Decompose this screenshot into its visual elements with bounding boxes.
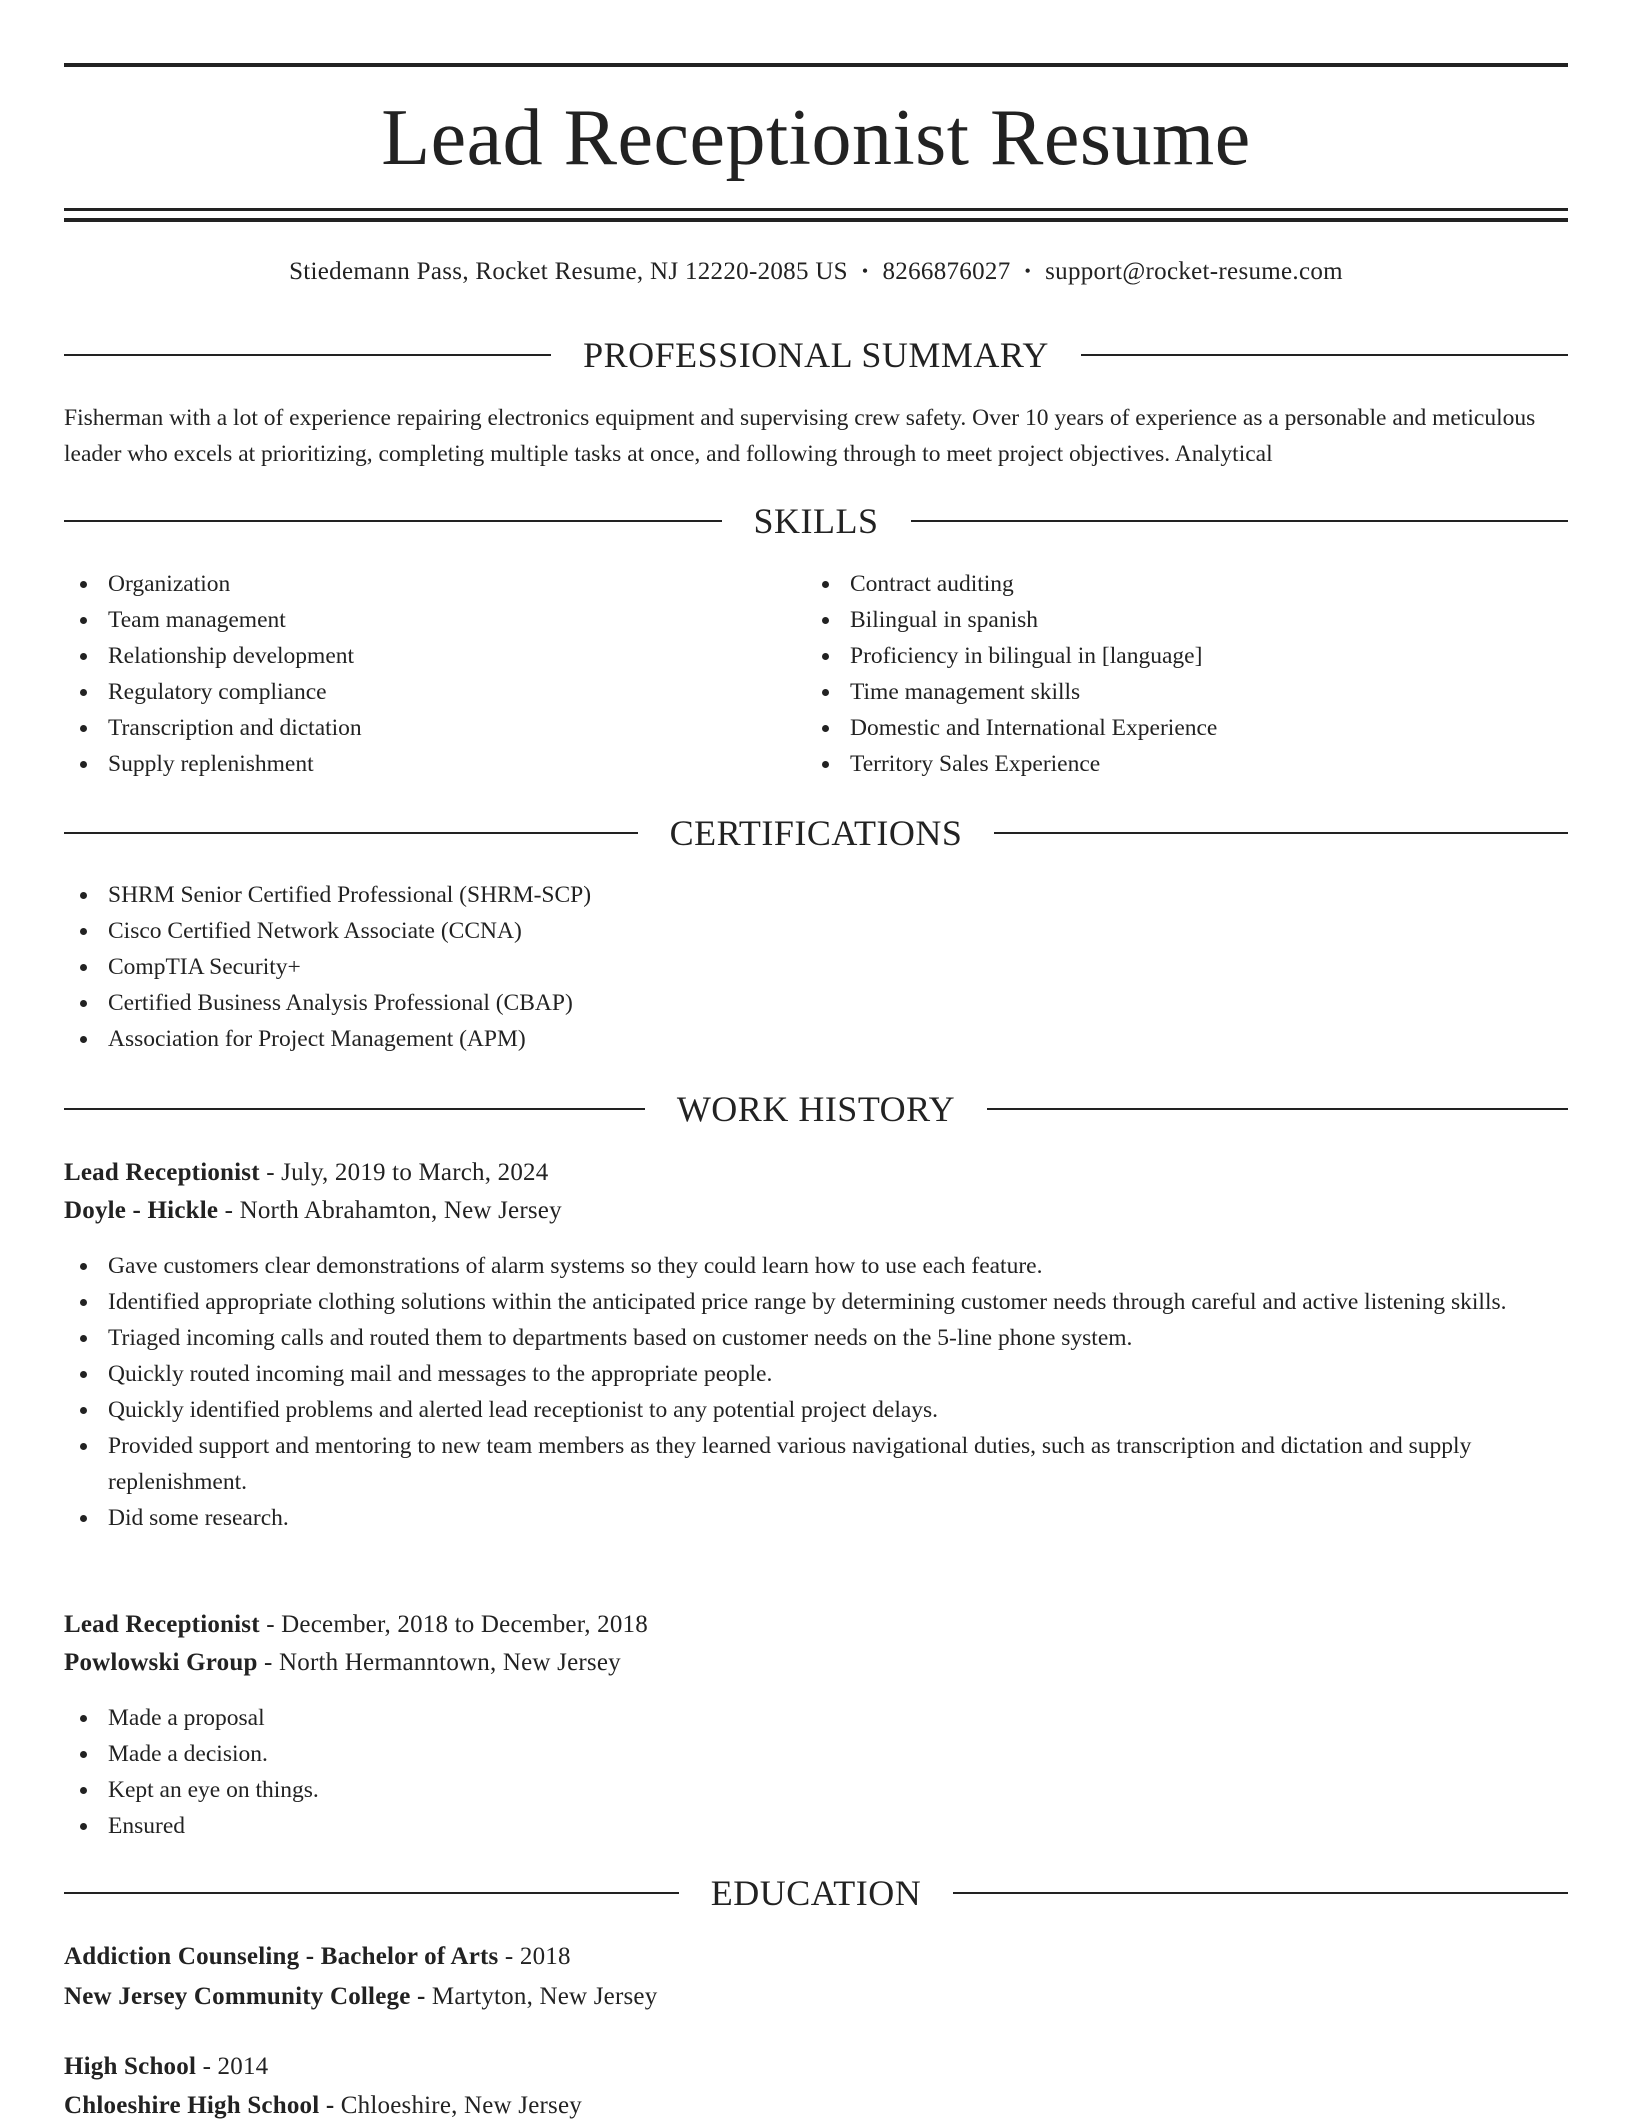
job-dates: - July, 2019 to March, 2024 bbox=[266, 1159, 549, 1186]
section-rule bbox=[64, 520, 722, 522]
skills-list-right bbox=[806, 566, 1566, 782]
education-location: Martyton, New Jersey bbox=[431, 1983, 658, 2010]
contact-separator: • bbox=[1024, 261, 1032, 281]
list-item: Relationship development bbox=[64, 638, 764, 674]
list-item: Regulatory compliance bbox=[64, 674, 764, 710]
section-title: CERTIFICATIONS bbox=[669, 813, 963, 853]
list-item: Organization bbox=[64, 566, 764, 602]
list-item: Gave customers clear demonstrations of alarm systems so they could learn how to use each feature. bbox=[64, 1248, 1568, 1284]
education-school-line bbox=[64, 1979, 1568, 2015]
section-rule bbox=[994, 832, 1568, 834]
job-company-line bbox=[64, 1193, 1568, 1229]
job-company: Doyle - Hickle bbox=[64, 1197, 219, 1224]
job-company: Powlowski Group bbox=[64, 1649, 258, 1676]
job-company-line bbox=[64, 1645, 1568, 1681]
contact-address: Stiedemann Pass, Rocket Resume, NJ 12220-2085 US bbox=[289, 258, 848, 285]
section-rule bbox=[64, 1108, 645, 1110]
section-rule bbox=[987, 1108, 1568, 1110]
contact-email: support@rocket-resume.com bbox=[1045, 258, 1343, 285]
job-location: - North Hermanntown, New Jersey bbox=[264, 1649, 621, 1676]
education-school-line bbox=[64, 2088, 1568, 2124]
list-item: Ensured bbox=[64, 1808, 1568, 1844]
section-rule bbox=[911, 520, 1569, 522]
list-item: Territory Sales Experience bbox=[806, 746, 1566, 782]
list-item: Contract auditing bbox=[806, 566, 1566, 602]
page-title: Lead Receptionist Resume bbox=[381, 94, 1251, 182]
list-item: Identified appropriate clothing solutions within the anticipated price range by determining customer needs through careful and active listening skills. bbox=[64, 1284, 1568, 1320]
education-degree: High School bbox=[64, 2053, 197, 2080]
summary-text: Fisherman with a lot of experience repairing electronics equipment and supervising crew safety. Over 10 years of experience as a personable and meticulous leader who excels at prioritizing, completing multiple tasks at once, and following through to meet project objectives. Analytical bbox=[64, 405, 1536, 467]
list-item: Bilingual in spanish bbox=[806, 602, 1566, 638]
list-item: CompTIA Security+ bbox=[64, 949, 1568, 985]
section-rule bbox=[64, 354, 551, 356]
top-rule bbox=[64, 63, 1568, 67]
education-year: - 2018 bbox=[504, 1943, 571, 1970]
list-item: Made a decision. bbox=[64, 1736, 1568, 1772]
education-degree: Addiction Counseling - Bachelor of Arts bbox=[64, 1943, 499, 1970]
section-header-skills bbox=[64, 499, 1568, 543]
list-item: Made a proposal bbox=[64, 1700, 1568, 1736]
list-item: Team management bbox=[64, 602, 764, 638]
skills-list-left bbox=[64, 566, 764, 782]
education-school: New Jersey Community College - bbox=[64, 1983, 426, 2010]
list-item: Proficiency in bilingual in [language] bbox=[806, 638, 1566, 674]
education-degree-line bbox=[64, 1939, 1568, 1975]
section-title: SKILLS bbox=[753, 501, 879, 541]
section-rule bbox=[1081, 354, 1568, 356]
section-rule bbox=[64, 1892, 679, 1894]
section-header-summary bbox=[64, 333, 1568, 377]
contact-phone: 8266876027 bbox=[882, 258, 1011, 285]
list-item: Did some research. bbox=[64, 1500, 1568, 1536]
section-header-work bbox=[64, 1087, 1568, 1131]
list-item: Transcription and dictation bbox=[64, 710, 764, 746]
section-title: EDUCATION bbox=[710, 1873, 922, 1913]
job-title: Lead Receptionist bbox=[64, 1611, 260, 1638]
list-item: Time management skills bbox=[806, 674, 1566, 710]
list-item: Provided support and mentoring to new team members as they learned various navigational duties, such as transcription and dictation and supply replenishment. bbox=[64, 1428, 1568, 1500]
education-degree-line bbox=[64, 2049, 1568, 2085]
education-school: Chloeshire High School - bbox=[64, 2092, 335, 2119]
contact-separator: • bbox=[861, 261, 869, 281]
list-item: SHRM Senior Certified Professional (SHRM-SCP) bbox=[64, 877, 1568, 913]
section-title: PROFESSIONAL SUMMARY bbox=[583, 335, 1049, 375]
list-item: Kept an eye on things. bbox=[64, 1772, 1568, 1808]
certifications-list bbox=[64, 877, 1568, 1057]
section-title: WORK HISTORY bbox=[676, 1089, 956, 1129]
list-item: Triaged incoming calls and routed them to departments based on customer needs on the 5-line phone system. bbox=[64, 1320, 1568, 1356]
list-item: Quickly identified problems and alerted lead receptionist to any potential project delays. bbox=[64, 1392, 1568, 1428]
job-title-line bbox=[64, 1607, 1568, 1643]
job-location: - North Abrahamton, New Jersey bbox=[224, 1197, 562, 1224]
list-item: Domestic and International Experience bbox=[806, 710, 1566, 746]
job-bullets bbox=[64, 1248, 1568, 1536]
job-title-line bbox=[64, 1155, 1568, 1191]
job-bullets bbox=[64, 1700, 1568, 1844]
list-item: Certified Business Analysis Professional (CBAP) bbox=[64, 985, 1568, 1021]
list-item: Association for Project Management (APM) bbox=[64, 1021, 1568, 1057]
contact-line bbox=[64, 254, 1568, 289]
education-year: - 2014 bbox=[202, 2053, 269, 2080]
section-header-certifications bbox=[64, 811, 1568, 855]
education-location: Chloeshire, New Jersey bbox=[340, 2092, 582, 2119]
job-title: Lead Receptionist bbox=[64, 1159, 260, 1186]
section-rule bbox=[64, 832, 638, 834]
section-header-education bbox=[64, 1871, 1568, 1915]
job-dates: - December, 2018 to December, 2018 bbox=[266, 1611, 648, 1638]
list-item: Cisco Certified Network Associate (CCNA) bbox=[64, 913, 1568, 949]
list-item: Supply replenishment bbox=[64, 746, 764, 782]
title-double-rule bbox=[64, 208, 1568, 222]
list-item: Quickly routed incoming mail and messages to the appropriate people. bbox=[64, 1356, 1568, 1392]
section-rule bbox=[953, 1892, 1568, 1894]
